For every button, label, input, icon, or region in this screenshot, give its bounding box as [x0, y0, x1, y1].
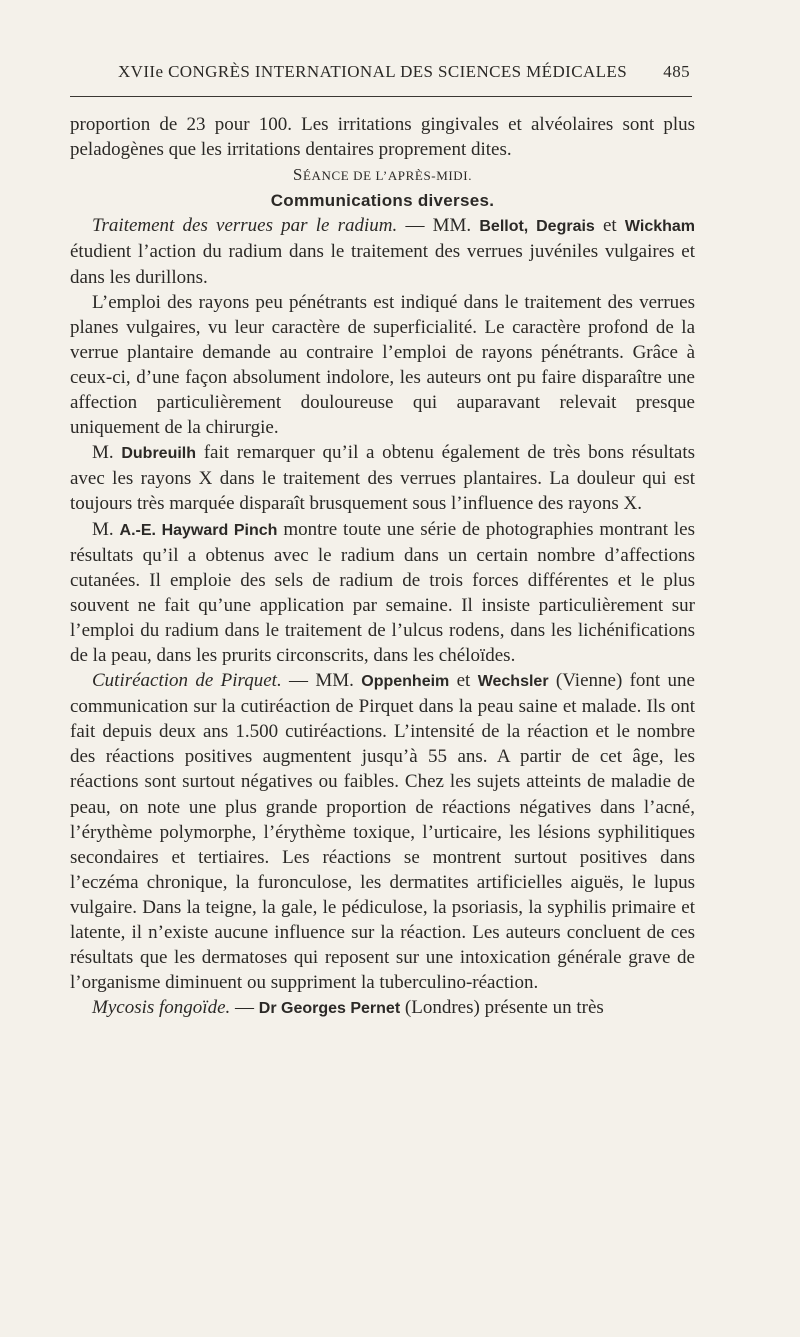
paragraph-hayward-pinch: M. A.-E. Hayward Pinch montre toute une série de photographies montrant les résultats qu’il a obtenus avec le radium dans un certain nombre d’affections cutanées. Il emploie des sels de radium de trois forces différentes et le plus souvent ne fait qu’une application par semaine. Il insiste particulièrement sur l’emploi du radium dans le traitement de l’ulcus rodens, dans les lichénifications de la peau, dans les prurits circonscrits, dans les chéloïdes.	[70, 518, 695, 666]
topic-title: Traitement des verrues par le radium.	[92, 215, 398, 237]
author-name: A.-E. Hayward Pinch	[119, 521, 278, 539]
author-name: Wechsler	[477, 673, 549, 691]
topic-title: Cutiréaction de Pirquet.	[92, 670, 282, 692]
author-name: Wickham	[624, 218, 696, 236]
subheading-communications: Communications diverses.	[270, 191, 495, 211]
author-name: Dr Georges Pernet	[258, 1000, 401, 1018]
header-title: XVIIe CONGRÈS INTERNATIONAL DES SCIENCES MÉDICALES	[118, 62, 628, 81]
paragraph-cutireaction: Cutiréaction de Pirquet. — MM. Oppenheim et Wechsler (Vienne) font une communication sur la cutiréaction de Pirquet dans la peau saine et malade. Ils ont fait depuis deux ans 1.500 cutiréactions. L’intensité de la réaction et le nombre des réactions positives augmentent jusqu’à 55 ans. A partir de cet âge, les réactions sont surtout négatives ou faibles. Chez les sujets atteints de maladie de peau, on note une plus grande proportion de réactions négatives dans l’acné, l’érythème polymorphe, l’érythème toxique, l’urticaire, les lésions syphilitiques secondaires et tertiaires. Les réactions se montrent surtout positives dans l’eczéma chronique, la furonculose, les dermatites artificielles aiguës, le lupus vulgaire. Dans la teigne, la gale, le pédiculose, la psoriasis, la syphilis primaire et latente, il n’existe aucune influence sur la réaction. Les auteurs concluent de ces résultats que les dermatoses qui reposent sur une intoxication générale grave de l’organisme diminuent ou suppriment la tuberculino-réaction.	[70, 670, 695, 994]
author-name: Dubreuilh	[121, 445, 197, 463]
paragraph-rayons: L’emploi des rayons peu pénétrants est indiqué dans le traitement des verrues planes vulgaires, vu leur caractère de superficialité. Le caractère profond de la verrue plantaire demande au contraire l’emploi de rayons pénétrants. Grâce à ceux-ci, d’une façon absolument indolore, les auteurs ont pu faire disparaître une affection particulièrement douloureuse qui auparavant relevait presque uniquement de la chirurgie.	[70, 291, 695, 439]
paragraph-mycosis: Mycosis fongoïde. — Dr Georges Pernet (Londres) présente un très	[92, 997, 604, 1019]
topic-title: Mycosis fongoïde.	[92, 997, 231, 1019]
paragraph-verrues-radium: Traitement des verrues par le radium. — MM. Bellot, Degrais et Wickham étudient l’action du radium dans le traitement des verrues juvéniles vulgaires et dans les durillons.	[70, 215, 696, 288]
seance-smallcaps: ÉANCE DE L’APRÈS-MIDI.	[302, 168, 473, 184]
author-names: Bellot, Degrais	[479, 218, 595, 236]
author-name: Oppenheim	[361, 673, 450, 691]
body-text	[70, 112, 695, 1021]
page-number: 485	[663, 62, 690, 81]
header-rule	[70, 96, 692, 97]
running-header	[70, 58, 692, 88]
seance-initial: S	[292, 165, 303, 185]
paragraph-dubreuilh: M. Dubreuilh fait remarquer qu’il a obtenu également de très bons résultats avec les rayons X dans le traitement des verrues plantaires. La douleur qui est toujours très marquée disparaît brusquement sous l’influence des rayons X.	[70, 442, 695, 515]
section-heading-seance	[70, 162, 695, 188]
paragraph-continuation: proportion de 23 pour 100. Les irritations gingivales et alvéolaires sont plus peladogènes que les irritations dentaires proprement dites.	[70, 114, 695, 161]
